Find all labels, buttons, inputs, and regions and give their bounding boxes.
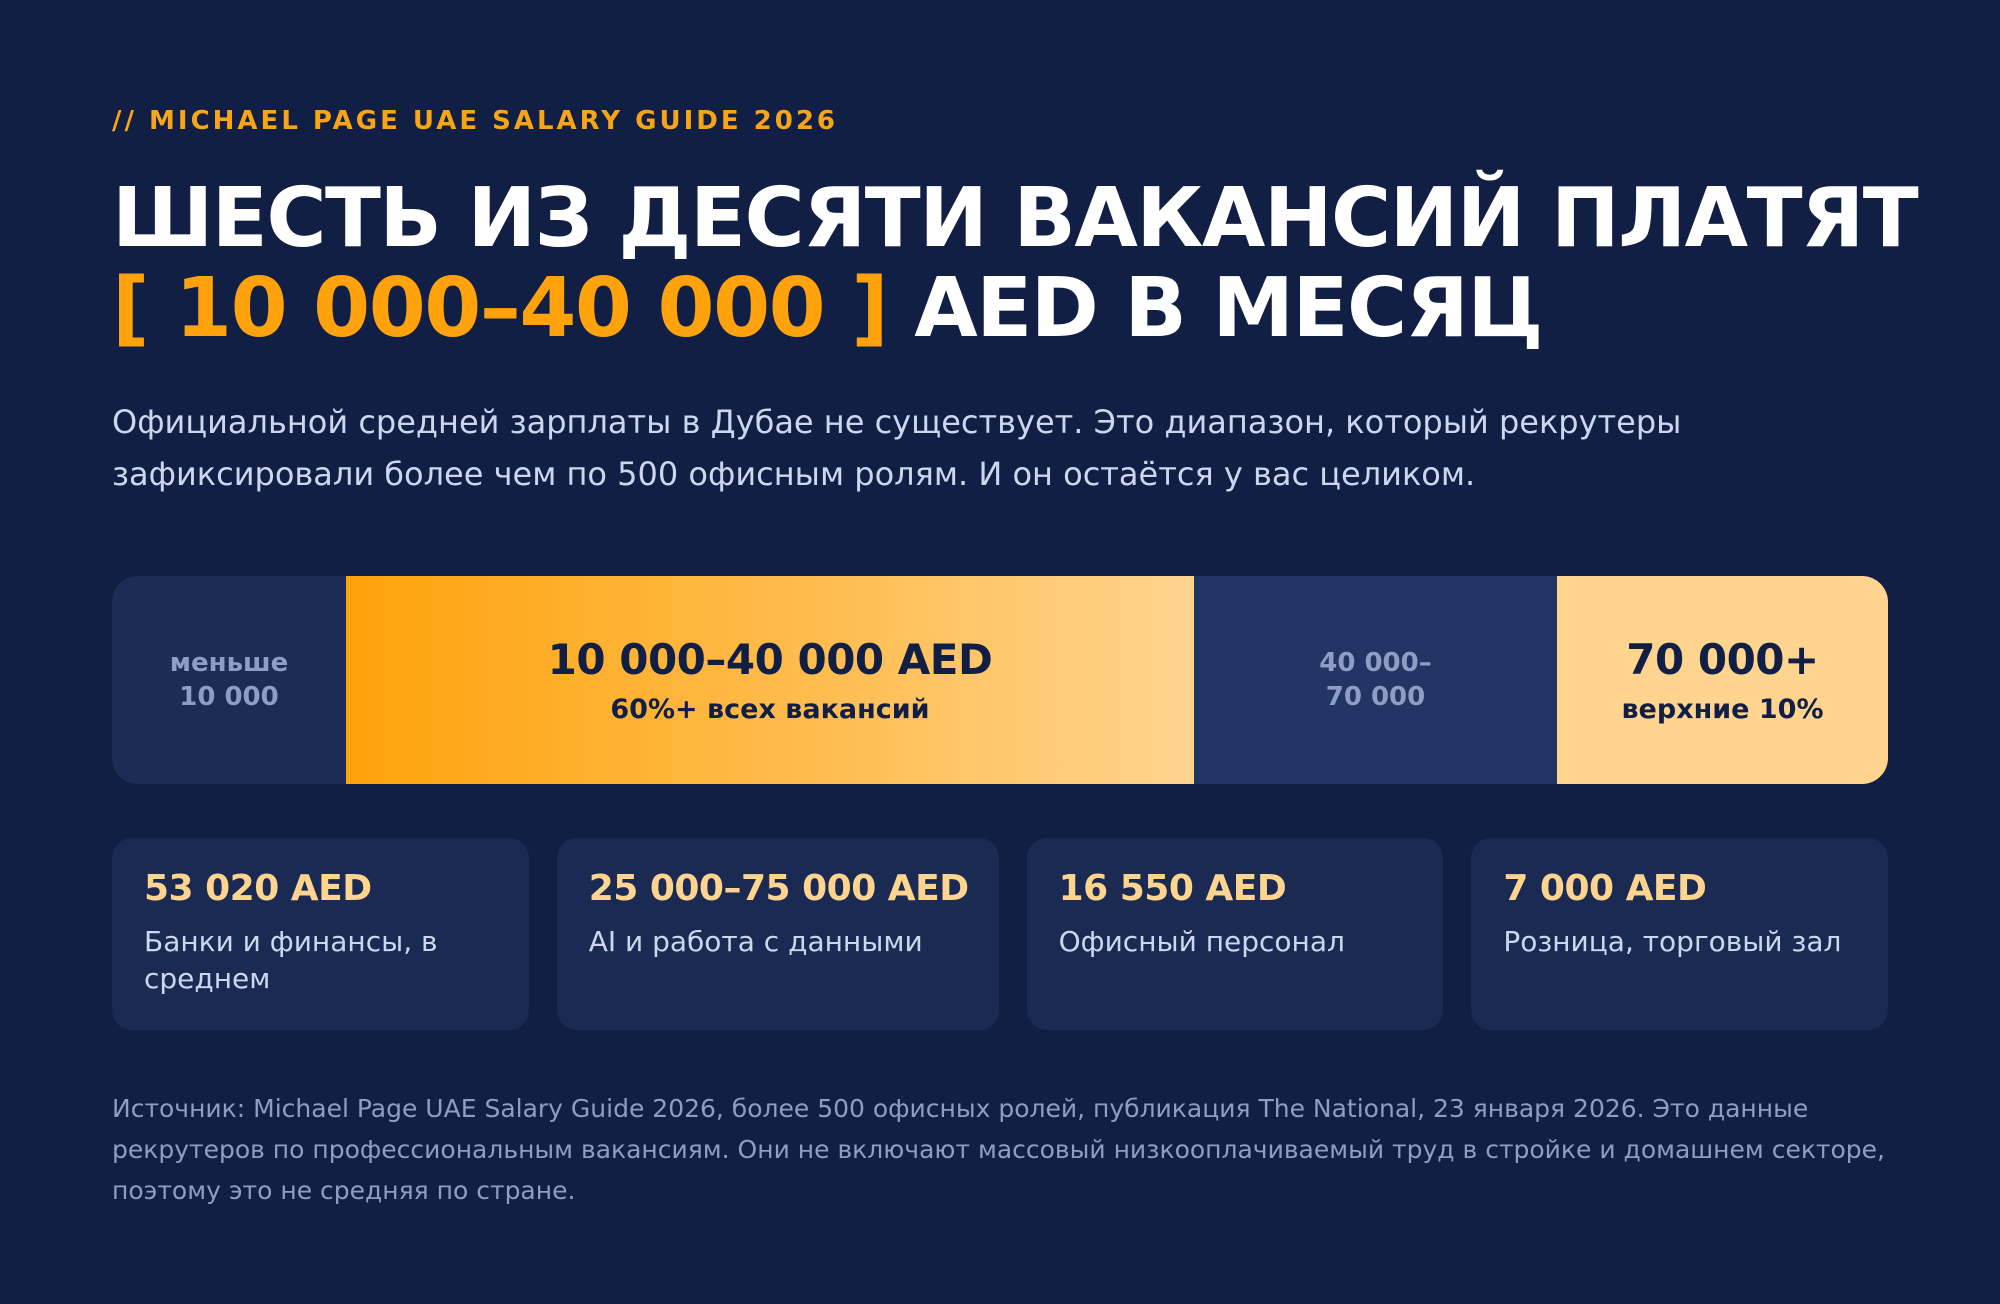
headline-line-1: ШЕСТЬ ИЗ ДЕСЯТИ ВАКАНСИЙ ПЛАТЯТ bbox=[112, 171, 1918, 266]
stat-card-office-staff bbox=[1027, 838, 1444, 1030]
segment-below-10000-line1: меньше bbox=[169, 648, 289, 678]
segment-40000-70000 bbox=[1194, 576, 1557, 784]
stat-card-value: 7 000 AED bbox=[1503, 868, 1707, 909]
stat-card-value: 25 000–75 000 AED bbox=[588, 868, 969, 909]
segment-40000-70000-line2: 70 000 bbox=[1325, 682, 1426, 712]
lead-paragraph: Официальной средней зарплаты в Дубае не существует. Это диапазон, который рекрутеры зафиксировали более чем по 500 офисным ролям. И он остаётся у вас целиком. bbox=[112, 403, 1682, 493]
stat-card-label: Розница, торговый зал bbox=[1503, 925, 1842, 958]
stat-card-value: 16 550 AED bbox=[1058, 868, 1287, 909]
source-note: Источник: Michael Page UAE Salary Guide 2026, более 500 офисных ролей, публикация The National, 23 января 2026. Это данные рекрутеров по профессиональным вакансиям. Они не включают массовый низкооплачиваемый труд в стройке и домашнем секторе, поэтому это не средняя по стране. bbox=[112, 1094, 1885, 1205]
salary-range-bar bbox=[112, 576, 1888, 784]
headline-line-2-rest: AED В МЕСЯЦ bbox=[887, 261, 1542, 356]
stat-card-banking bbox=[112, 838, 529, 1030]
segment-70000-plus bbox=[1557, 576, 1888, 784]
segment-below-10000-line2: 10 000 bbox=[179, 682, 279, 712]
stat-card-label: Банки и финансы, в среднем bbox=[144, 925, 438, 995]
kicker-label: // MICHAEL PAGE UAE SALARY GUIDE 2026 bbox=[112, 106, 839, 136]
headline-highlight-range: [ 10 000–40 000 ] bbox=[112, 261, 888, 356]
stat-card-label: Офисный персонал bbox=[1058, 925, 1345, 958]
segment-10000-40000-title: 10 000–40 000 AED bbox=[547, 635, 993, 684]
segment-70000-plus-title: 70 000+ bbox=[1626, 635, 1819, 684]
stat-card-value: 53 020 AED bbox=[144, 868, 372, 909]
headline-line-2 bbox=[112, 261, 1888, 356]
stat-card-ai-data bbox=[557, 838, 999, 1030]
segment-70000-plus-subtitle: верхние 10% bbox=[1621, 694, 1824, 725]
stat-cards bbox=[112, 838, 1888, 1030]
segment-10000-40000 bbox=[346, 576, 1194, 784]
stat-card-label: AI и работа с данными bbox=[588, 925, 923, 958]
stat-card-retail bbox=[1471, 838, 1888, 1030]
segment-40000-70000-line1: 40 000– bbox=[1319, 648, 1432, 678]
segment-10000-40000-subtitle: 60%+ всех вакансий bbox=[610, 694, 930, 725]
segment-below-10000 bbox=[112, 576, 346, 784]
